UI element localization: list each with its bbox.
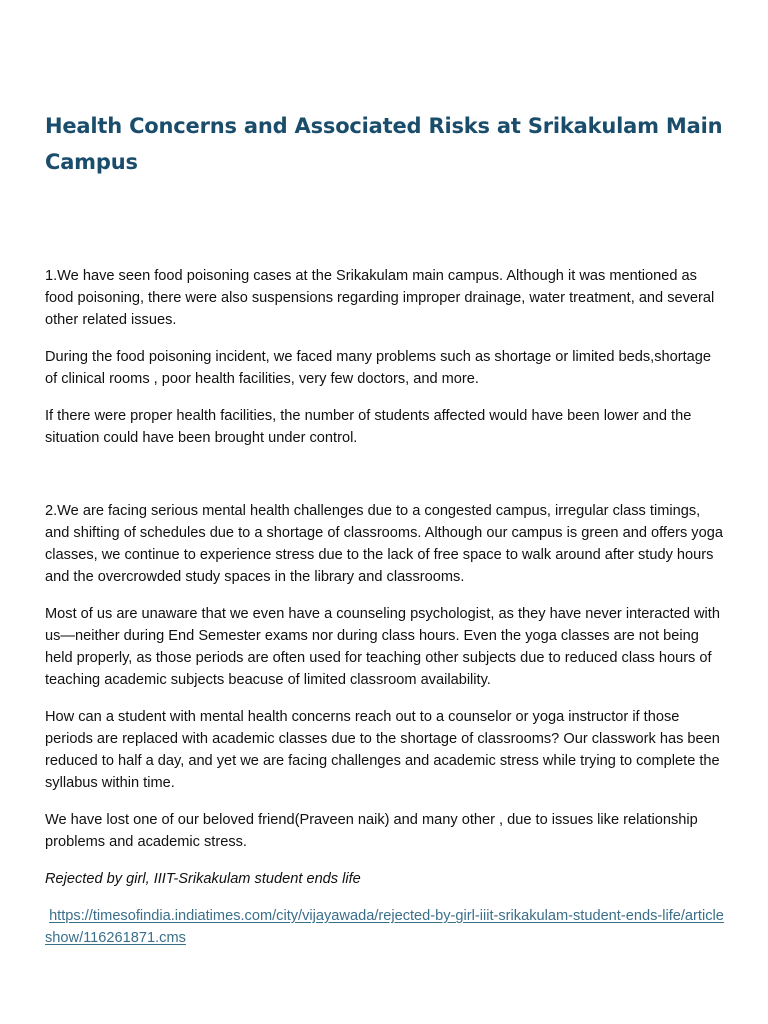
paragraph: If there were proper health facilities, the number of students affected would have been lower and the situation could have been brought under control. xyxy=(45,408,692,446)
reference-title: Rejected by girl, IIIT-Srikakulam student ends life xyxy=(45,871,361,887)
paragraph: 2.We are facing serious mental health challenges due to a congested campus, irregular class timings, and shifting of schedules due to a shortage of classrooms. Although our campus is green and offers yoga classes, we continue to experience stress due to the lack of free space to walk around after study hours and the overcrowded study spaces in the library and classrooms. xyxy=(45,503,723,585)
news-reference xyxy=(45,868,725,949)
reference-link[interactable]: https://timesofindia.indiatimes.com/city/vijayawada/rejected-by-girl-iiit-srikakulam-student-ends-life/articleshow/116261871.cms xyxy=(45,908,724,946)
paragraph: Most of us are unaware that we even have a counseling psychologist, as they have never interacted with us—neither during End Semester exams nor during class hours. Even the yoga classes are not being held properly, as those periods are often used for teaching other subjects due to reduced class hours of teaching academic subjects beacuse of limited classroom availability. xyxy=(45,606,720,688)
section-mental-health xyxy=(45,500,725,949)
paragraph: 1.We have seen food poisoning cases at the Srikakulam main campus. Although it was mentioned as food poisoning, there were also suspensions regarding improper drainage, water treatment, and several other related issues. xyxy=(45,268,715,328)
section-food-poisoning xyxy=(45,265,725,464)
paragraph: We have lost one of our beloved friend(Praveen naik) and many other , due to issues like relationship problems and academic stress. xyxy=(45,812,698,850)
document-title: Health Concerns and Associated Risks at Srikakulam Main Campus xyxy=(45,114,723,174)
paragraph: During the food poisoning incident, we faced many problems such as shortage or limited beds,shortage of clinical rooms , poor health facilities, very few doctors, and more. xyxy=(45,349,712,387)
paragraph: How can a student with mental health concerns reach out to a counselor or yoga instructor if those periods are replaced with academic classes due to the shortage of classrooms? Our classwork has been reduced to half a day, and yet we are facing challenges and academic stress while trying to complete the syllabus within time. xyxy=(45,709,720,791)
